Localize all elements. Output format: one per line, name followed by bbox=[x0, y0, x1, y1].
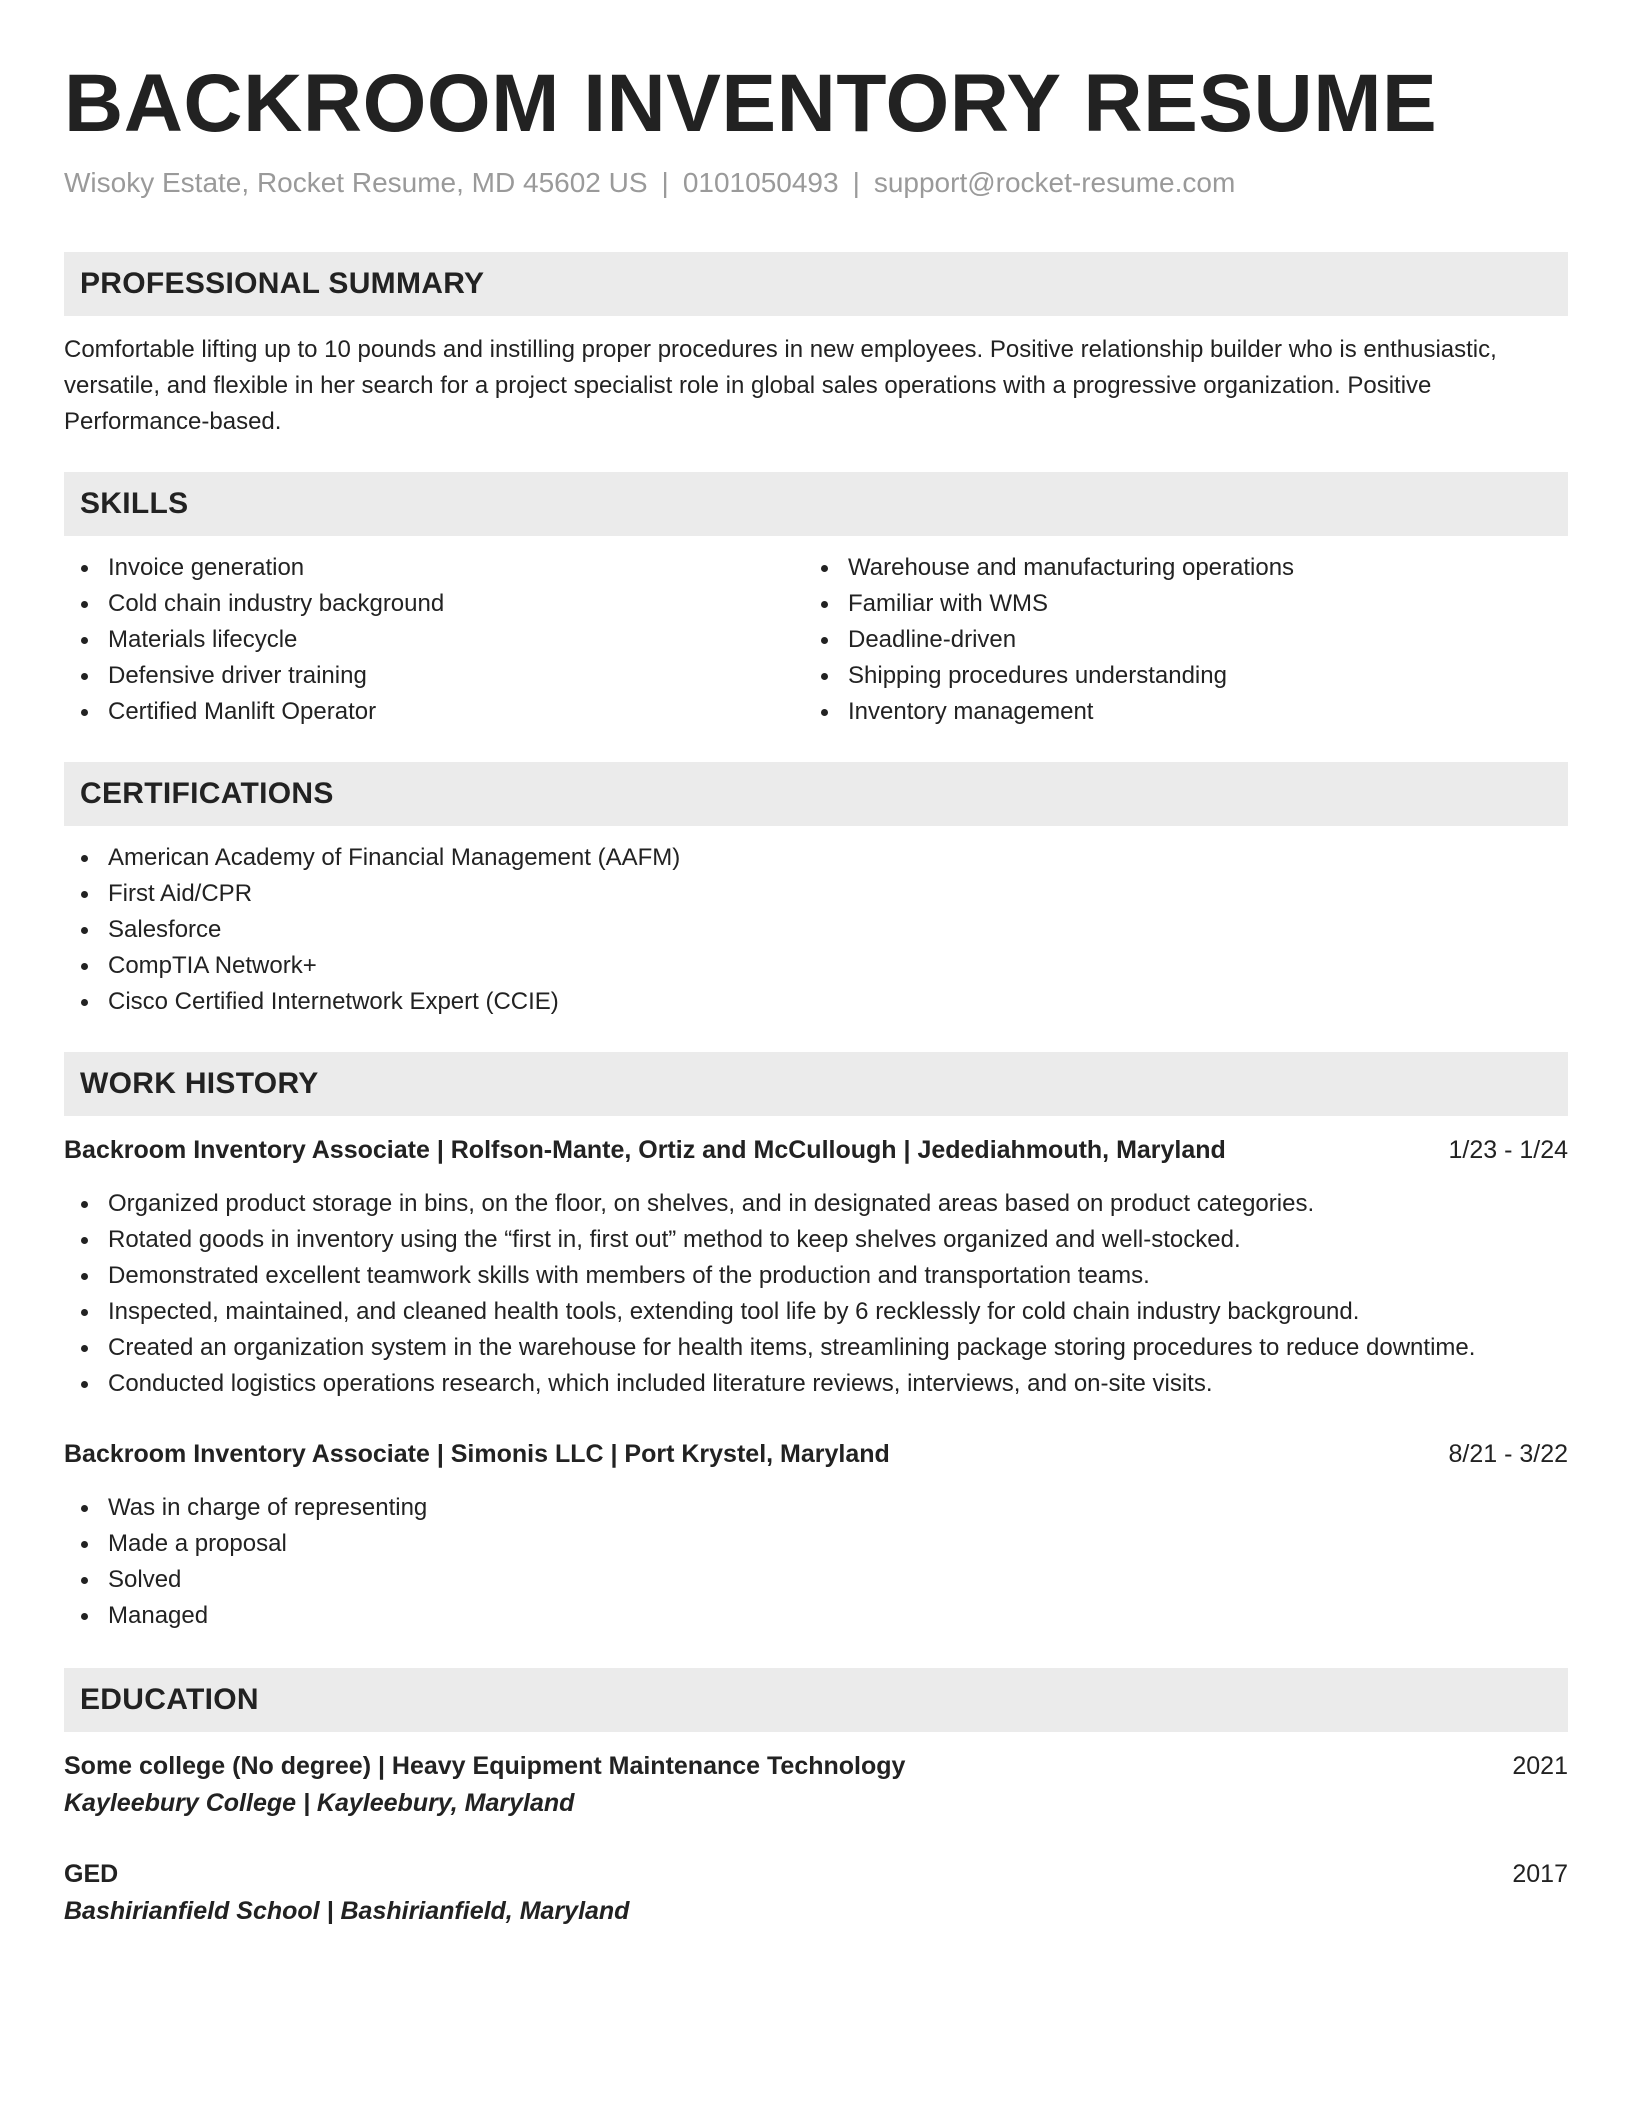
education-year: 2021 bbox=[1512, 1752, 1568, 1780]
job-entry bbox=[64, 1436, 1568, 1634]
job-title: Backroom Inventory Associate | Simonis LLC | Port Krystel, Maryland bbox=[64, 1440, 890, 1468]
certification-item: Cisco Certified Internetwork Expert (CCIE) bbox=[64, 984, 1568, 1020]
skill-item: Certified Manlift Operator bbox=[64, 694, 804, 730]
skill-item: Deadline-driven bbox=[804, 622, 1564, 658]
job-title: Backroom Inventory Associate | Rolfson-Mante, Ortiz and McCullough | Jedediahmouth, Maryland bbox=[64, 1136, 1226, 1164]
job-heading-row bbox=[64, 1436, 1568, 1472]
education-degree: Some college (No degree) | Heavy Equipment Maintenance Technology bbox=[64, 1752, 906, 1780]
section-header-work-history: WORK HISTORY bbox=[64, 1052, 1568, 1116]
education-degree: GED bbox=[64, 1860, 119, 1888]
section-header-summary: PROFESSIONAL SUMMARY bbox=[64, 252, 1568, 316]
section-header-certifications: CERTIFICATIONS bbox=[64, 762, 1568, 826]
contact-separator: | bbox=[852, 167, 860, 198]
certification-item: First Aid/CPR bbox=[64, 876, 1568, 912]
education-entry bbox=[64, 1856, 1568, 1930]
education-heading-row bbox=[64, 1856, 1568, 1892]
contact-address: Wisoky Estate, Rocket Resume, MD 45602 US bbox=[64, 167, 648, 198]
skill-item: Inventory management bbox=[804, 694, 1564, 730]
skill-item: Materials lifecycle bbox=[64, 622, 804, 658]
skill-item: Cold chain industry background bbox=[64, 586, 804, 622]
skill-item: Defensive driver training bbox=[64, 658, 804, 694]
skill-item: Warehouse and manufacturing operations bbox=[804, 550, 1564, 586]
job-bullet: Inspected, maintained, and cleaned health tools, extending tool life by 6 recklessly for cold chain industry background. bbox=[64, 1294, 1568, 1330]
job-bullet: Made a proposal bbox=[64, 1526, 1568, 1562]
job-bullet-list bbox=[64, 1490, 1568, 1634]
education-year: 2017 bbox=[1512, 1860, 1568, 1888]
resume-title: BACKROOM INVENTORY RESUME bbox=[64, 58, 1438, 149]
job-bullet: Demonstrated excellent teamwork skills with members of the production and transportation teams. bbox=[64, 1258, 1568, 1294]
skill-item: Invoice generation bbox=[64, 550, 804, 586]
job-bullet-list bbox=[64, 1186, 1568, 1402]
job-dates: 8/21 - 3/22 bbox=[1448, 1440, 1568, 1468]
job-bullet: Solved bbox=[64, 1562, 1568, 1598]
job-bullet: Created an organization system in the warehouse for health items, streamlining package storing procedures to reduce downtime. bbox=[64, 1330, 1568, 1366]
section-header-skills: SKILLS bbox=[64, 472, 1568, 536]
job-entry bbox=[64, 1132, 1568, 1402]
education-school: Bashirianfield School | Bashirianfield, Maryland bbox=[64, 1897, 630, 1925]
contact-phone: 0101050493 bbox=[682, 167, 839, 198]
contact-line bbox=[64, 166, 1568, 200]
skill-item: Familiar with WMS bbox=[804, 586, 1564, 622]
skills-list-left bbox=[64, 550, 804, 730]
section-header-education: EDUCATION bbox=[64, 1668, 1568, 1732]
job-heading-row bbox=[64, 1132, 1568, 1168]
education-school: Kayleebury College | Kayleebury, Maryland bbox=[64, 1789, 575, 1817]
education-heading-row bbox=[64, 1748, 1568, 1784]
certification-item: Salesforce bbox=[64, 912, 1568, 948]
certification-item: American Academy of Financial Management (AAFM) bbox=[64, 840, 1568, 876]
education-entry bbox=[64, 1748, 1568, 1822]
certifications-list bbox=[64, 840, 1568, 1020]
contact-separator: | bbox=[661, 167, 669, 198]
skill-item: Shipping procedures understanding bbox=[804, 658, 1564, 694]
summary-text: Comfortable lifting up to 10 pounds and instilling proper procedures in new employees. Positive relationship builder who is enthusiastic, versatile, and flexible in her search for a project specialist role in global sales operations with a progressive organization. Positive Performance-based. bbox=[64, 336, 1497, 435]
job-bullet: Conducted logistics operations research, which included literature reviews, interviews, and on-site visits. bbox=[64, 1366, 1568, 1402]
job-bullet: Organized product storage in bins, on the floor, on shelves, and in designated areas based on product categories. bbox=[64, 1186, 1568, 1222]
job-dates: 1/23 - 1/24 bbox=[1448, 1136, 1568, 1164]
contact-email: support@rocket-resume.com bbox=[873, 167, 1236, 198]
job-bullet: Was in charge of representing bbox=[64, 1490, 1568, 1526]
job-bullet: Managed bbox=[64, 1598, 1568, 1634]
skills-columns bbox=[64, 550, 1568, 730]
job-bullet: Rotated goods in inventory using the “first in, first out” method to keep shelves organized and well-stocked. bbox=[64, 1222, 1568, 1258]
skills-list-right bbox=[804, 550, 1564, 730]
certification-item: CompTIA Network+ bbox=[64, 948, 1568, 984]
